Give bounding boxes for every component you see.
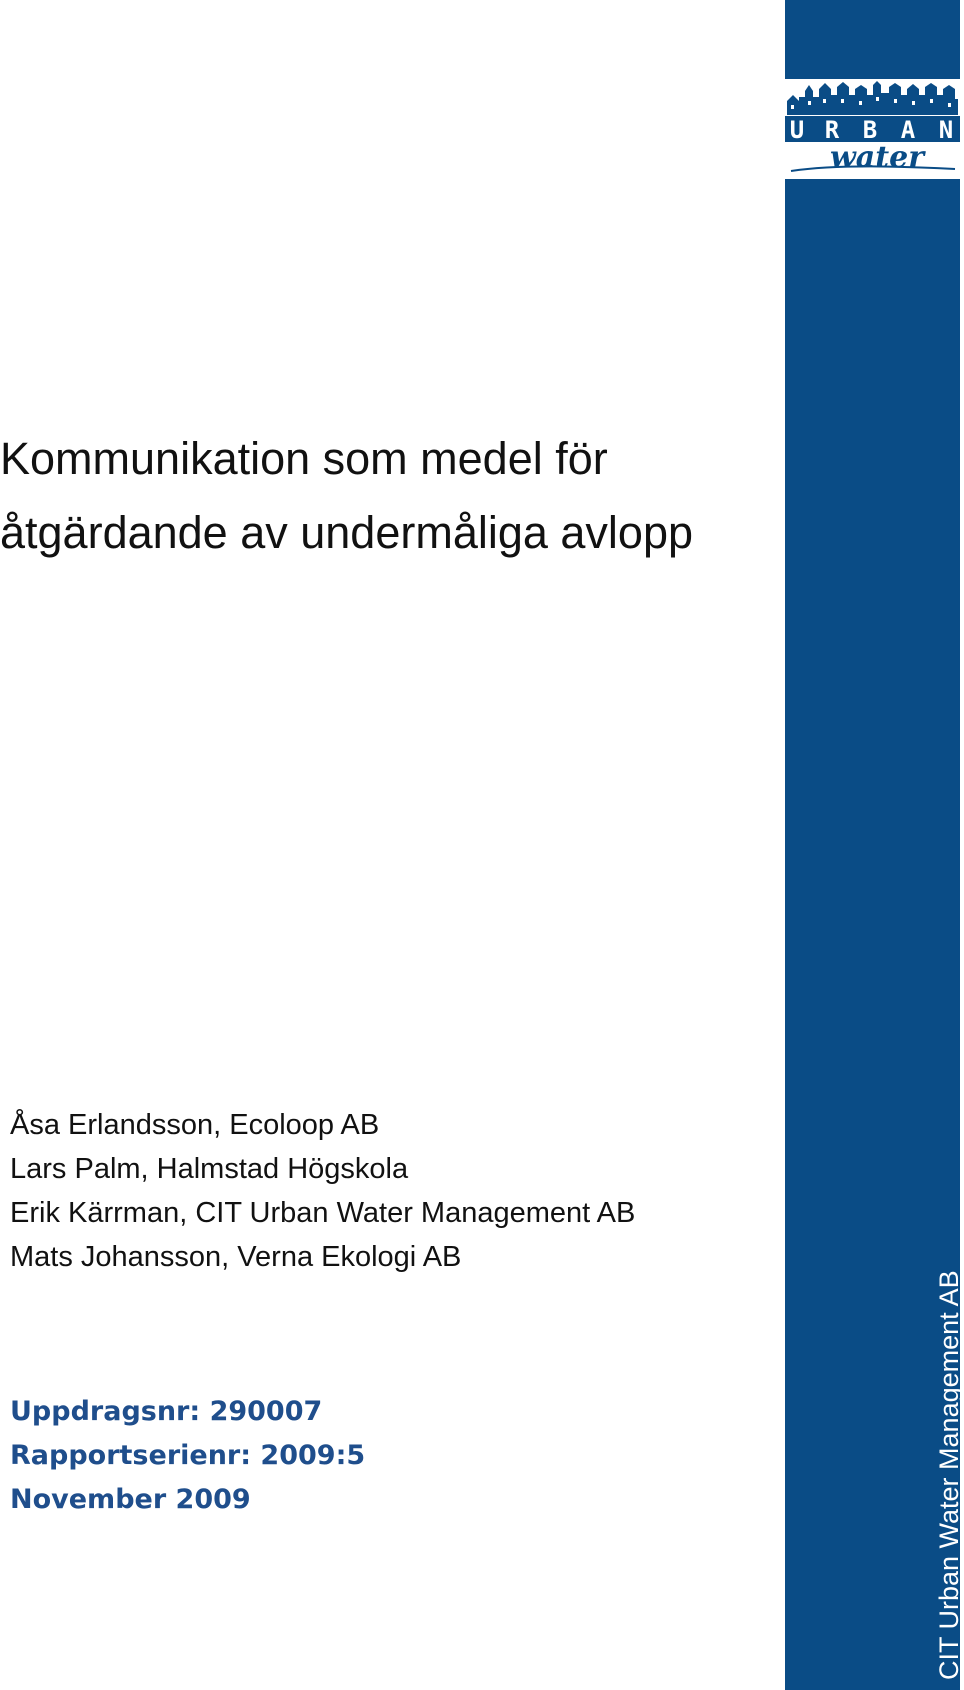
title-line-1: Kommunikation som medel för: [0, 433, 608, 484]
svg-text:A: A: [900, 116, 916, 144]
svg-text:R: R: [824, 116, 840, 144]
urban-water-logo: [785, 79, 960, 179]
svg-text:N: N: [938, 116, 954, 144]
sidebar-company-name: CIT Urban Water Management AB: [934, 1270, 964, 1680]
author-line: Lars Palm, Halmstad Högskola: [10, 1153, 409, 1185]
author-line: Åsa Erlandsson, Ecoloop AB: [10, 1109, 380, 1141]
assignment-number: Uppdragsnr: 290007: [10, 1396, 323, 1427]
author-list: [10, 1103, 770, 1279]
author-line: Mats Johansson, Verna Ekologi AB: [10, 1241, 462, 1273]
svg-text:water: water: [829, 140, 925, 175]
report-meta: [10, 1390, 770, 1522]
title-line-2: åtgärdande av undermåliga avlopp: [0, 507, 693, 558]
urban-water-logo-icon: [785, 79, 960, 179]
report-title: [0, 422, 770, 570]
svg-text:U: U: [789, 116, 805, 144]
report-series-number: Rapportserienr: 2009:5: [10, 1440, 366, 1471]
svg-text:B: B: [862, 116, 878, 144]
report-date: November 2009: [10, 1484, 251, 1515]
author-line: Erik Kärrman, CIT Urban Water Management AB: [10, 1197, 636, 1229]
